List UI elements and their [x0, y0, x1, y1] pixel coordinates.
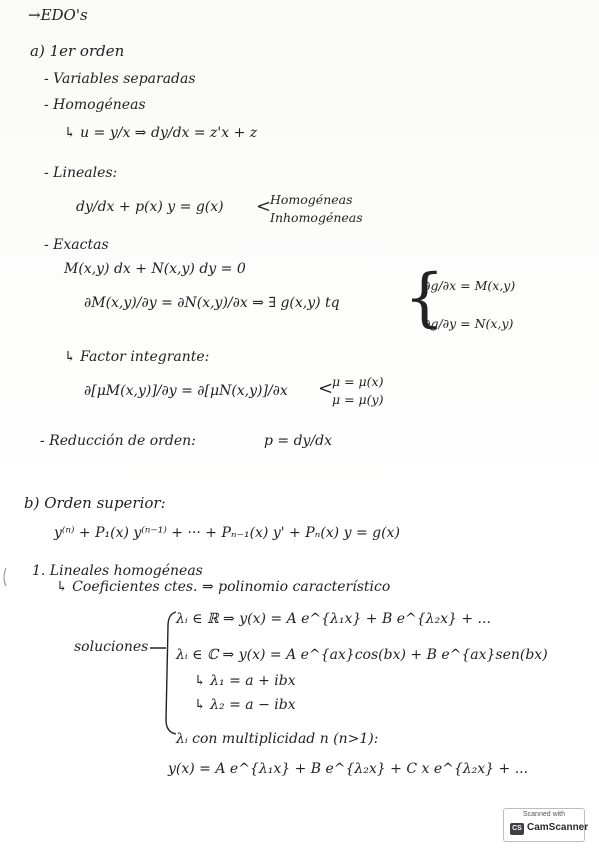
variables-separadas-label: - Variables separadas	[44, 71, 196, 87]
solution-case-real: λᵢ ∈ ℝ ⇒ y(x) = A e^{λ₁x} + B e^{λ₂x} + ...	[176, 611, 491, 627]
exactas-condition: ∂M(x,y)/∂y = ∂N(x,y)/∂x ⇒ ∃ g(x,y) tq	[84, 295, 340, 311]
lineales-angle-bracket: <	[256, 196, 272, 217]
orden-superior-equation: y⁽ⁿ⁾ + P₁(x) y⁽ⁿ⁻¹⁾ + ··· + Pₙ₋₁(x) y' + Pₙ(x) y = g(x)	[54, 525, 400, 541]
reduccion-label: - Reducción de orden:	[40, 433, 196, 449]
factor-integrante-equation: ∂[μM(x,y)]/∂y = ∂[μN(x,y)]/∂x	[84, 383, 288, 399]
exactas-cond-1: ∂g/∂x = M(x,y)	[424, 278, 516, 293]
exactas-curly-brace: {	[404, 261, 445, 335]
lineales-type-inhomogeneas: Inhomogéneas	[270, 210, 363, 225]
factor-integrante-label: ↳ Factor integrante:	[64, 349, 210, 365]
homogeneas-label: - Homogéneas	[44, 97, 146, 113]
camscanner-logo-icon: CS	[510, 823, 524, 835]
soluciones-bracket	[150, 612, 176, 734]
mu-option-1: μ = μ(x)	[332, 374, 384, 389]
exactas-cond-2: ∂g/∂y = N(x,y)	[424, 316, 514, 331]
lambda-1-line: ↳ λ₁ = a + ibx	[194, 673, 296, 689]
title-arrow-stroke	[4, 568, 6, 586]
page-title: →EDO's	[28, 6, 88, 24]
solution-case-multiplicity: λᵢ con multiplicidad n (n>1):	[176, 731, 379, 747]
lineales-type-homogeneas: Homogéneas	[270, 192, 353, 207]
exactas-label: - Exactas	[44, 237, 109, 253]
exactas-equation: M(x,y) dx + N(x,y) dy = 0	[64, 261, 246, 277]
scanned-with-text: Scanned with	[522, 811, 566, 818]
soluciones-label: soluciones	[74, 639, 149, 655]
lambda-2-line: ↳ λ₂ = a − ibx	[194, 697, 296, 713]
multiplicity-solution: y(x) = A e^{λ₁x} + B e^{λ₂x} + C x e^{λ₂x} + ...	[168, 761, 529, 777]
lineales-label: - Lineales:	[44, 165, 118, 181]
mu-option-2: μ = μ(y)	[332, 392, 384, 407]
homogeneas-substitution: ↳ u = y/x ⇒ dy/dx = z'x + z	[64, 125, 258, 141]
section-b-heading: b) Orden superior:	[24, 494, 166, 512]
coeficientes-constantes-line: ↳ Coeficientes ctes. ⇒ polinomio característico	[56, 579, 391, 595]
solution-case-complex: λᵢ ∈ ℂ ⇒ y(x) = A e^{ax}cos(bx) + B e^{ax}sen(bx)	[176, 647, 548, 663]
lineales-equation: dy/dx + p(x) y = g(x)	[76, 199, 224, 215]
lineales-homogeneas-heading: 1. Lineales homogéneas	[32, 563, 203, 579]
camscanner-badge	[503, 808, 589, 842]
reduccion-equation: p = dy/dx	[264, 433, 333, 449]
camscanner-name: CamScanner	[527, 822, 589, 833]
factor-angle-bracket: <	[318, 378, 334, 399]
section-a-heading: a) 1er orden	[30, 42, 125, 60]
